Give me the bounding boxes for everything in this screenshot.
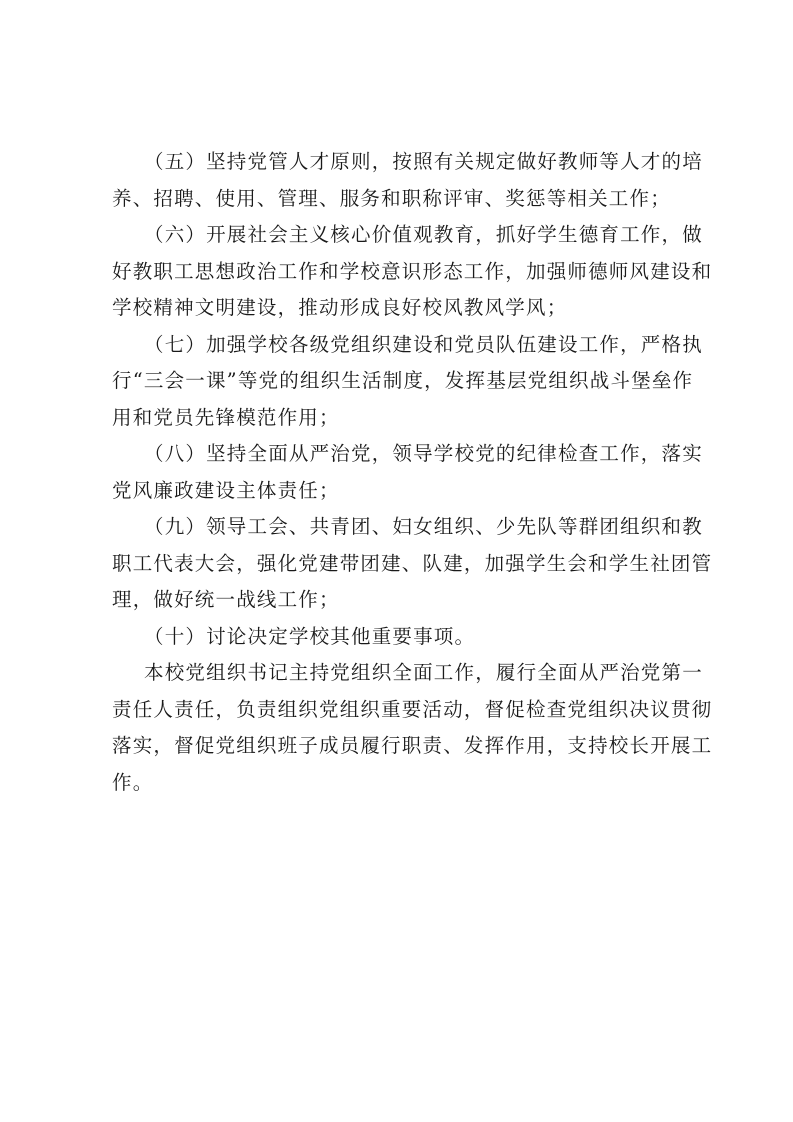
paragraph-secretary-duties [112,655,713,801]
paragraph-item-8 [112,436,703,509]
text-line: （五）坚持党管人才原则，按照有关规定做好教师等人才的培 [144,150,703,173]
text-line: （七）加强学校各级党组织建设和党员队伍建设工作，严格执 [144,332,703,356]
text-line: 养、招聘、使用、管理、服务和职称评审、奖惩等相关工作； [112,186,671,210]
text-line: （十）讨论决定学校其他重要事项。 [144,624,476,648]
paragraph-item-6 [112,217,713,327]
paragraph-item-7 [112,327,703,437]
text-line: （九）领导工会、共青团、妇女组织、少先队等群团组织和教 [144,515,703,538]
text-line: 本校党组织书记主持党组织全面工作，履行全面从严治党第一 [144,661,703,684]
text-line: （八）坚持全面从严治党，领导学校党的纪律检查工作，落实 [144,442,703,465]
paragraph-item-10 [112,619,692,656]
text-line: 学校精神文明建设，推动形成良好校风教风学风； [112,296,568,319]
document-body [112,144,713,801]
text-line: （六）开展社会主义核心价值观教育，抓好学生德育工作，做 [144,223,703,246]
text-line: 落实，督促党组织班子成员履行职责、发挥作用，支持校长开展工 [112,734,713,757]
text-line: 用和党员先锋模范作用； [112,405,340,429]
paragraph-item-9 [112,509,713,619]
text-line: 职工代表大会，强化党建带团建、队建，加强学生会和学生社团管 [112,551,713,575]
text-line: 理，做好统一战线工作； [112,588,340,611]
text-line: 责任人责任，负责组织党组织重要活动，督促检查党组织决议贯彻 [112,697,713,721]
text-line: 党风廉政建设主体责任； [112,478,340,502]
text-line: 好教职工思想政治工作和学校意识形态工作，加强师德师风建设和 [112,259,713,283]
text-line: 行“三会一课”等党的组织生活制度，发挥基层党组织战斗堡垒作 [112,369,694,392]
paragraph-item-5 [112,144,703,217]
text-line: 作。 [112,770,154,794]
